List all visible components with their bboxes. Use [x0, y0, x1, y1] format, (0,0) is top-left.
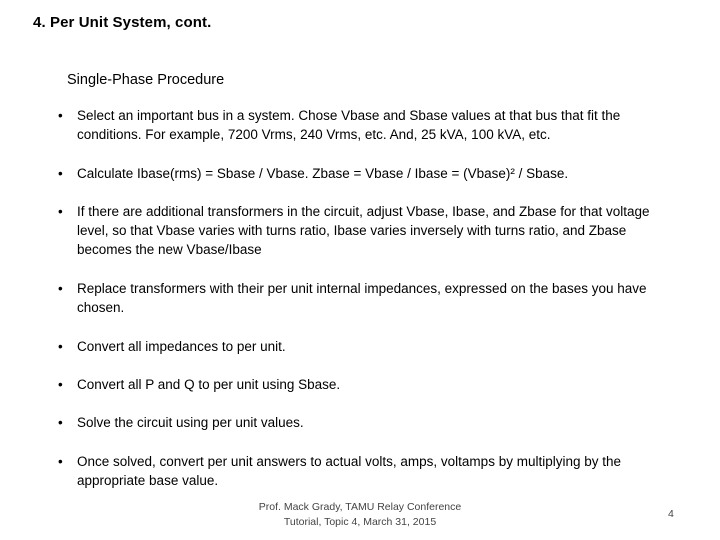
bullet-text: Convert all impedances to per unit. [77, 339, 286, 354]
bullet-item [58, 106, 668, 144]
bullet-text: If there are additional transformers in the circuit, adjust Vbase, Ibase, and Zbase for that voltage level, so that Vbase varies with turns ratio, Ibase varies inversely with turns ratio, and Zbase becomes the new Vbase/Ibase [77, 204, 650, 257]
bullet-text: Once solved, convert per unit answers to actual volts, amps, voltamps by multiplying by the appropriate base value. [77, 454, 622, 488]
bullet-text: Select an important bus in a system. Chose Vbase and Sbase values at that bus that fit the conditions. For example, 7200 Vrms, 240 Vrms, etc. And, 25 kVA, 100 kVA, etc. [77, 108, 621, 142]
bullet-icon: • [58, 166, 63, 181]
bullet-item [58, 375, 668, 394]
bullet-icon: • [58, 108, 63, 123]
footer-line: Prof. Mack Grady, TAMU Relay Conference [258, 501, 462, 513]
bullet-item [58, 413, 668, 432]
bullet-text: Replace transformers with their per unit internal impedances, expressed on the bases you have chosen. [77, 281, 647, 315]
bullet-text: Solve the circuit using per unit values. [77, 415, 304, 430]
bullet-icon: • [58, 339, 63, 354]
bullet-icon: • [58, 454, 63, 469]
bullet-text: Calculate Ibase(rms) = Sbase / Vbase. Zbase = Vbase / Ibase = (Vbase)² / Sbase. [77, 166, 569, 181]
bullet-icon: • [58, 281, 63, 296]
bullet-text: Convert all P and Q to per unit using Sbase. [77, 377, 341, 392]
bullet-item [58, 452, 668, 490]
slide-title: 4. Per Unit System, cont. [33, 14, 212, 31]
footer-line: Tutorial, Topic 4, March 31, 2015 [283, 516, 437, 528]
bullet-item [58, 337, 668, 356]
bullet-item [58, 164, 668, 183]
bullet-item [58, 279, 668, 317]
page-number: 4 [668, 508, 674, 520]
bullet-icon: • [58, 415, 63, 430]
bullet-icon: • [58, 377, 63, 392]
slide-subtitle: Single-Phase Procedure [67, 72, 225, 88]
slide-footer [240, 500, 480, 530]
bullet-icon: • [58, 204, 63, 219]
bullet-item [58, 202, 668, 259]
